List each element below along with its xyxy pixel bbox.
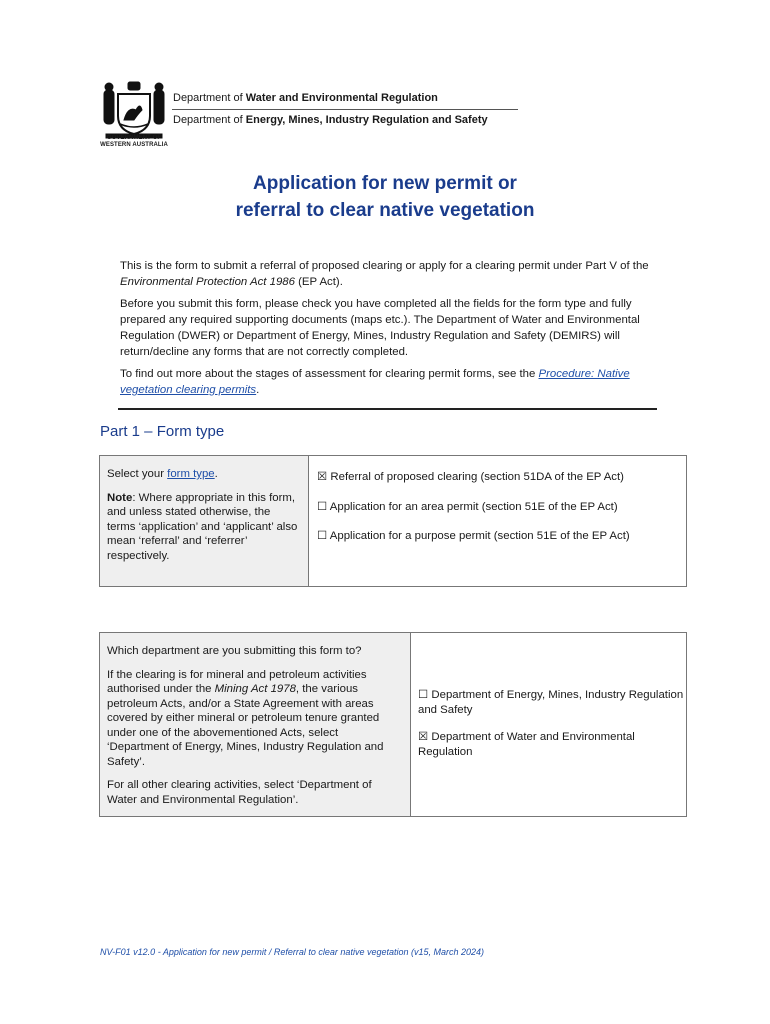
department-question: Which department are you submitting this form to?	[107, 645, 362, 657]
form-type-prompt	[107, 467, 300, 482]
intro-divider	[118, 408, 657, 410]
dept-energy-line	[173, 114, 488, 126]
checkbox-referral[interactable]: ☒	[317, 471, 328, 483]
option-dwer-label: Department of Water and Environmental Regulation	[418, 731, 635, 758]
intro-p1-text: This is the form to submit a referral of proposed clearing or apply for a clearing permit under Part V of the	[120, 260, 649, 272]
crest-caption	[96, 135, 172, 148]
page-title-line2: referral to clear native vegetation	[235, 200, 535, 221]
intro-paragraph-3	[120, 366, 668, 398]
note-label: Note	[107, 491, 133, 504]
dept-water-line	[173, 92, 438, 104]
department-guidance-text: If the clearing is for mineral and petroleum activities authorised under the	[107, 668, 367, 695]
checkbox-purpose-permit[interactable]: ☐	[317, 530, 328, 542]
crest-caption-text: GOVERNMENT OF WESTERN AUSTRALIA	[100, 135, 168, 148]
intro-section	[120, 258, 668, 404]
option-demirs-label: Department of Energy, Mines, Industry Regulation and Safety	[418, 689, 684, 716]
dept-water-prefix: Department of	[173, 92, 246, 104]
intro-paragraph-1	[120, 258, 668, 290]
option-area-permit[interactable]	[317, 500, 686, 515]
form-type-note	[107, 491, 300, 564]
form-type-options-cell	[309, 456, 687, 587]
option-purpose-permit-label: Application for a purpose permit (section 51E of the EP Act)	[329, 530, 630, 542]
page-title	[0, 170, 770, 224]
department-options-cell	[411, 633, 687, 817]
option-area-permit-label: Application for an area permit (section 51E of the EP Act)	[329, 500, 618, 513]
option-purpose-permit[interactable]	[317, 529, 686, 544]
dept-water-name: Water and Environmental Regulation	[245, 92, 438, 104]
intro-p3-text: To find out more about the stages of assessment for clearing permit forms, see the	[120, 368, 539, 380]
department-table	[99, 632, 687, 817]
intro-p3-end: .	[256, 384, 260, 396]
department-other: For all other clearing activities, select ‘Department of Water and Environmental Regulation’.	[107, 779, 372, 806]
header-divider	[172, 109, 518, 110]
option-referral[interactable]	[317, 470, 686, 485]
form-type-prompt-end: .	[214, 468, 218, 480]
department-label-cell	[100, 633, 411, 817]
form-type-link[interactable]: form type	[167, 468, 215, 480]
document-footer: NV-F01 v12.0 - Application for new permit / Referral to clear native vegetation (v15, March 2024)	[100, 947, 485, 957]
intro-p1-end: (EP Act).	[294, 276, 343, 288]
page-title-line1: Application for new permit or	[253, 173, 517, 194]
checkbox-dwer[interactable]: ☒	[418, 731, 429, 743]
mining-act: Mining Act 1978	[214, 683, 296, 695]
intro-paragraph-2: Before you submit this form, please check you have completed all the fields for the form type and fully prepared any required supporting documents (maps etc.). The Department of Water and Environmental Regulation (DWER) or Department of Energy, Mines, Industry Regulation and Safety (DEMIRS) will return/decline any forms that are not correctly completed.	[120, 298, 640, 358]
checkbox-demirs[interactable]: ☐	[418, 689, 429, 701]
form-type-table	[99, 455, 687, 587]
option-demirs[interactable]	[418, 688, 686, 717]
part1-heading: Part 1 – Form type	[100, 423, 225, 440]
department-guidance	[107, 668, 402, 770]
dept-energy-name: Energy, Mines, Industry Regulation and Safety	[245, 114, 488, 126]
form-type-prompt-text: Select your	[107, 468, 168, 480]
intro-p1-act: Environmental Protection Act 1986	[120, 276, 295, 288]
procedure-link[interactable]: Procedure: Native vegetation clearing permits	[120, 368, 630, 396]
option-dwer[interactable]	[418, 730, 686, 759]
dept-energy-prefix: Department of	[173, 114, 246, 126]
checkbox-area-permit[interactable]: ☐	[317, 500, 328, 513]
note-text: : Where appropriate in this form, and unless stated otherwise, the terms ‘application’ and ‘applicant’ also mean ‘referral’ and ‘referrer’ respectively.	[107, 491, 298, 562]
option-referral-label: Referral of proposed clearing (section 51DA of the EP Act)	[330, 471, 624, 483]
department-guidance-end: , the various petroleum Acts, and/or a State Agreement with areas covered by either mineral or petroleum tenure granted under one of the abovementioned Acts, select ‘Department of Energy, Mines, Industry Regulation and Safety’.	[107, 683, 384, 768]
form-type-label-cell	[100, 456, 309, 587]
